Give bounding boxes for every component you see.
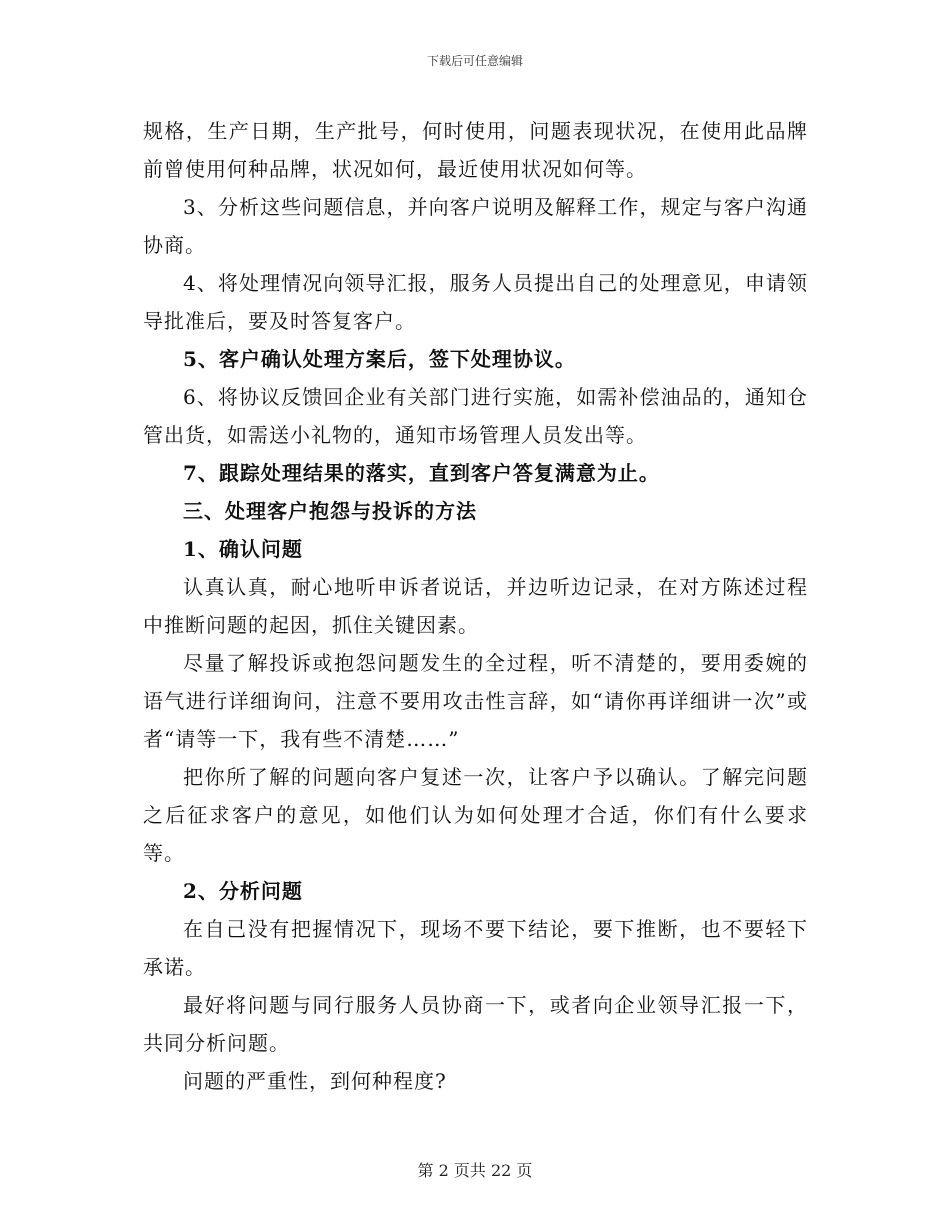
page-footer: 第 2 页共 22 页 [417,1161,533,1180]
subheading-confirm-problem: 1、确认问题 [183,537,303,561]
subheading-analyze-problem: 2、分析问题 [183,879,303,903]
page-header: 下载后可任意编辑 [426,54,523,68]
paragraph-3: 4、将处理情况向领导汇报，服务人员提出自己的处理意见，申请领导批准后，要及时答复客户。 [143,271,808,333]
paragraph-11: 把你所了解的问题向客户复述一次，让客户予以确认。了解完问题之后征求客户的意见，如他们认为如何处理才合适，你们有什么要求等。 [143,765,808,865]
paragraph-9: 认真认真，耐心地听申诉者说话，并边听边记录，在对方陈述过程中推断问题的起因，抓住关键因素。 [143,575,808,637]
paragraph-10: 尽量了解投诉或抱怨问题发生的全过程，听不清楚的，要用委婉的语气进行详细询问，注意不要用攻击性言辞，如“请你再详细讲一次”或者“请等一下，我有些不清楚……” [143,651,808,751]
document-body [143,112,808,1100]
section-heading: 三、处理客户抱怨与投诉的方法 [183,499,477,523]
paragraph-1: 规格，生产日期，生产批号，何时使用，问题表现状况，在使用此品牌前曾使用何种品牌，状况如何，最近使用状况如何等。 [143,119,808,181]
paragraph-14: 最好将问题与同行服务人员协商一下，或者向企业领导汇报一下，共同分析问题。 [143,993,808,1055]
paragraph-4: 5、客户确认处理方案后，签下处理协议。 [183,347,576,371]
paragraph-6: 7、跟踪处理结果的落实，直到客户答复满意为止。 [183,461,660,485]
paragraph-13: 在自己没有把握情况下，现场不要下结论，要下推断，也不要轻下承诺。 [143,917,808,979]
paragraph-2: 3、分析这些问题信息，并向客户说明及解释工作，规定与客户沟通协商。 [143,195,808,257]
paragraph-15: 问题的严重性，到何种程度? [183,1069,447,1093]
paragraph-5: 6、将协议反馈回企业有关部门进行实施，如需补偿油品的，通知仓管出货，如需送小礼物的，通知市场管理人员发出等。 [143,385,808,447]
